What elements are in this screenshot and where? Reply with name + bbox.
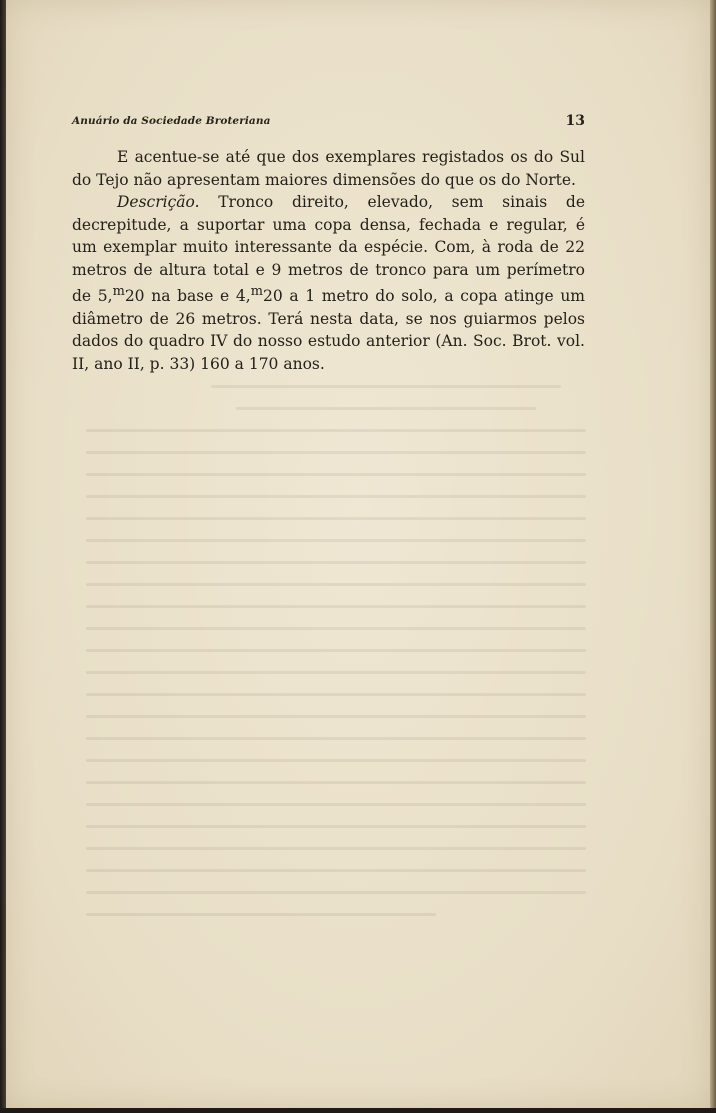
show-through-text [86, 385, 586, 975]
unit-superscript: m [112, 284, 125, 299]
body-text [72, 146, 585, 375]
paragraph-2-text: 20 na base e 4, [124, 287, 251, 306]
page-bottom-edge [0, 1108, 716, 1113]
page-edge [710, 0, 716, 1113]
unit-superscript: m [250, 284, 263, 299]
paragraph-2-text: Tronco direito, elevado, sem sinais de decrepitude, a suportar uma copa densa, fechada e regular, é um exemplar muito interessante da espécie. Com, à roda de 22 metros de altura total e 9 metros de tronco para um perímetro de 5, [72, 193, 585, 306]
paragraph-2-text: 20 a 1 metro do solo, a copa atinge um diâmetro de 26 metros. Terá nesta data, se nos guiarmos pelos dados do quadro IV do nosso estudo anterior (An. Soc. Brot. vol. II, ano II, p. 33) 160 a 170 anos. [72, 287, 585, 373]
running-title: Anuário da Sociedade Broteriana [72, 115, 271, 127]
section-label: Descrição. [117, 193, 200, 211]
running-header [72, 113, 585, 131]
paragraph-1: E acentue-se até que dos exemplares registados os do Sul do Tejo não apresentam maiores dimensões do que os do Norte. [72, 148, 585, 189]
page-number: 13 [565, 113, 585, 129]
paragraph-2 [72, 191, 585, 375]
